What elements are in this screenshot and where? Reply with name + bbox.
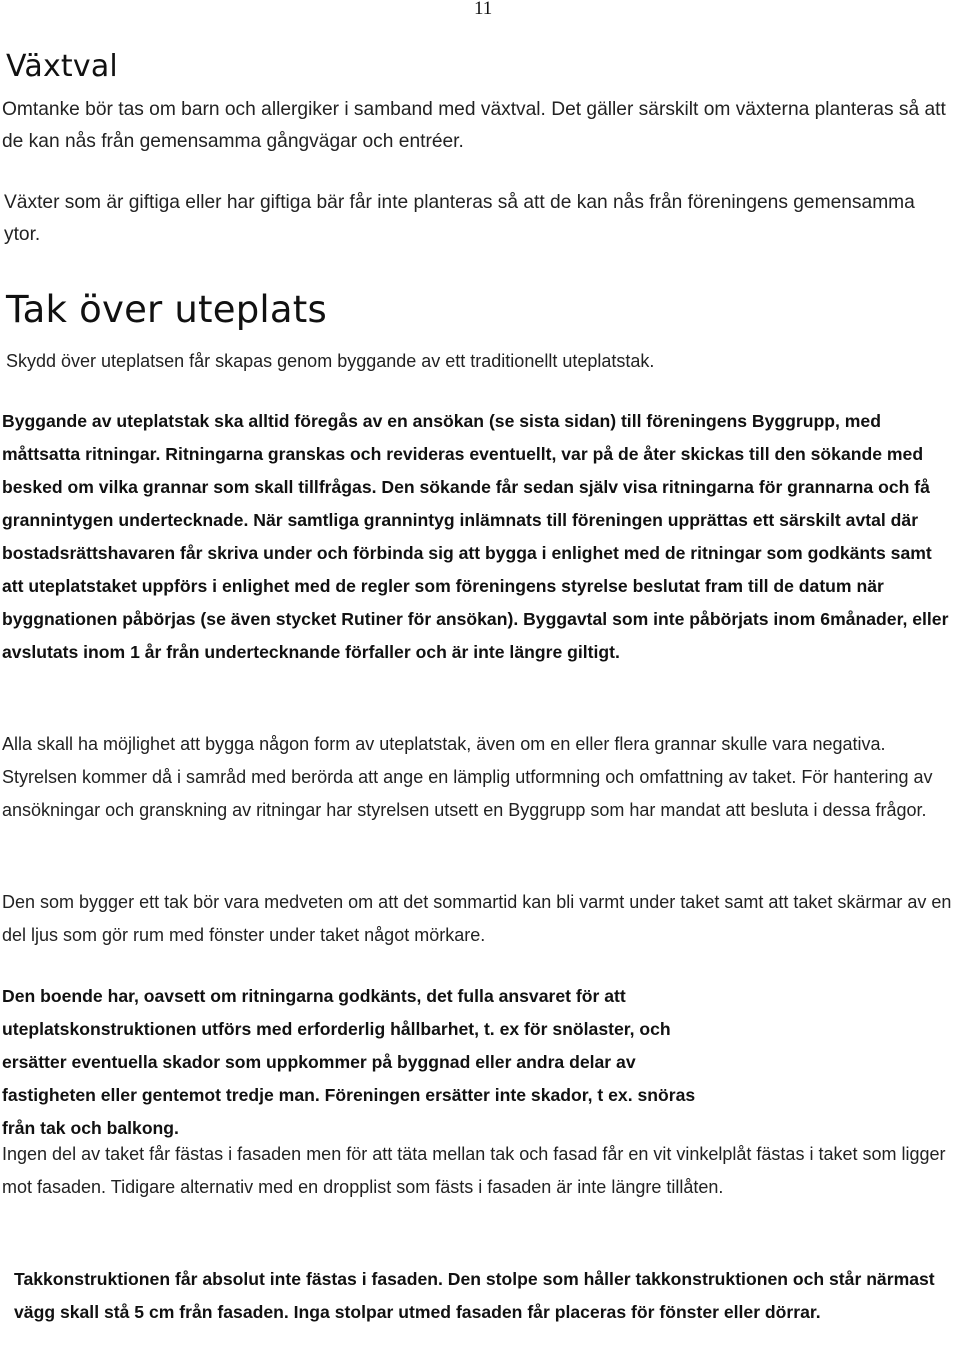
heading-vaxtval: Växtval: [6, 49, 118, 84]
heading-tak-over-uteplats: Tak över uteplats: [6, 288, 327, 331]
section-vaxtval: [0, 49, 960, 85]
tak-paragraph-4-wrap: [0, 886, 960, 952]
vaxtval-paragraph-1-wrap: [0, 94, 960, 158]
tak-paragraph-7: Takkonstruktionen får absolut inte fästas i fasaden. Den stolpe som håller takkonstruktionen och står närmast vägg skall stå 5 cm från fasaden. Inga stolpar utmed fasaden får placeras för fönster eller dörrar.: [14, 1269, 935, 1322]
tak-paragraph-5: Den boende har, oavsett om ritningarna godkänts, det fulla ansvaret för att uteplatskonstruktionen utförs med erforderlig hållbarhet, t. ex för snölaster, och ersätter eventuella skador som uppkommer på byggnad eller andra delar av fastigheten eller gentemot tredje man. Föreningen ersätter inte skador, t ex. snöras från tak och balkong.: [2, 986, 696, 1138]
tak-paragraph-2-wrap: [0, 405, 960, 669]
page-number: 11: [474, 0, 493, 19]
section-tak: [0, 288, 960, 332]
vaxtval-paragraph-1: Omtanke bör tas om barn och allergiker i samband med växtval. Det gäller särskilt om växterna planteras så att de kan nås från gemensamma gångvägar och entréer.: [2, 99, 946, 152]
tak-paragraph-6-wrap: [0, 1138, 960, 1204]
tak-paragraph-2: Byggande av uteplatstak ska alltid föregås av en ansökan (se sista sidan) till föreningens Byggrupp, med måttsatta ritningar. Ritningarna granskas och revideras eventuellt, var på de åter skickas till den sökande med besked om vilka grannar som skall tillfrågas. Den sökande får sedan själv visa ritningarna för grannarna och få grannintygen undertecknade. När samtliga grannintyg inlämnats till föreningen upprättas ett särskilt avtal där bostadsrättshavaren får skriva under och förbinda sig att bygga i enlighet med de ritningar som godkänts samt att uteplatstaket uppförs i enlighet med de regler som föreningens styrelse beslutat fram till de datum när byggnationen påbörjas (se även stycket Rutiner för ansökan). Byggavtal som inte påbörjats inom 6månader, eller avslutats inom 1 år från undertecknande förfaller och är inte längre giltigt.: [2, 411, 949, 662]
tak-paragraph-4: Den som bygger ett tak bör vara medveten om att det sommartid kan bli varmt under taket samt att taket skärmar av en del ljus som gör rum med fönster under taket något mörkare.: [2, 892, 952, 945]
tak-paragraph-3-wrap: [0, 728, 960, 827]
tak-paragraph-3: Alla skall ha möjlighet att bygga någon form av uteplatstak, även om en eller flera grannar skulle vara negativa. Styrelsen kommer då i samråd med berörda att ange en lämplig utformning och omfattning av taket. För hantering av ansökningar och granskning av ritningar har styrelsen utsett en Byggrupp som har mandat att besluta i dessa frågor.: [2, 734, 933, 820]
tak-paragraph-1: Skydd över uteplatsen får skapas genom byggande av ett traditionellt uteplatstak.: [6, 351, 655, 371]
tak-paragraph-1-wrap: [0, 345, 960, 378]
tak-paragraph-5-wrap: [0, 980, 960, 1145]
tak-paragraph-7-wrap: [0, 1263, 960, 1329]
vaxtval-paragraph-2-wrap: [0, 187, 960, 251]
vaxtval-paragraph-2: Växter som är giftiga eller har giftiga bär får inte planteras så att de kan nås från föreningens gemensamma ytor.: [4, 192, 915, 245]
tak-paragraph-6: Ingen del av taket får fästas i fasaden men för att täta mellan tak och fasad får en vit vinkelplåt fästas i taket som ligger mot fasaden. Tidigare alternativ med en dropplist som fästs i fasaden är inte längre tillåten.: [2, 1144, 946, 1197]
